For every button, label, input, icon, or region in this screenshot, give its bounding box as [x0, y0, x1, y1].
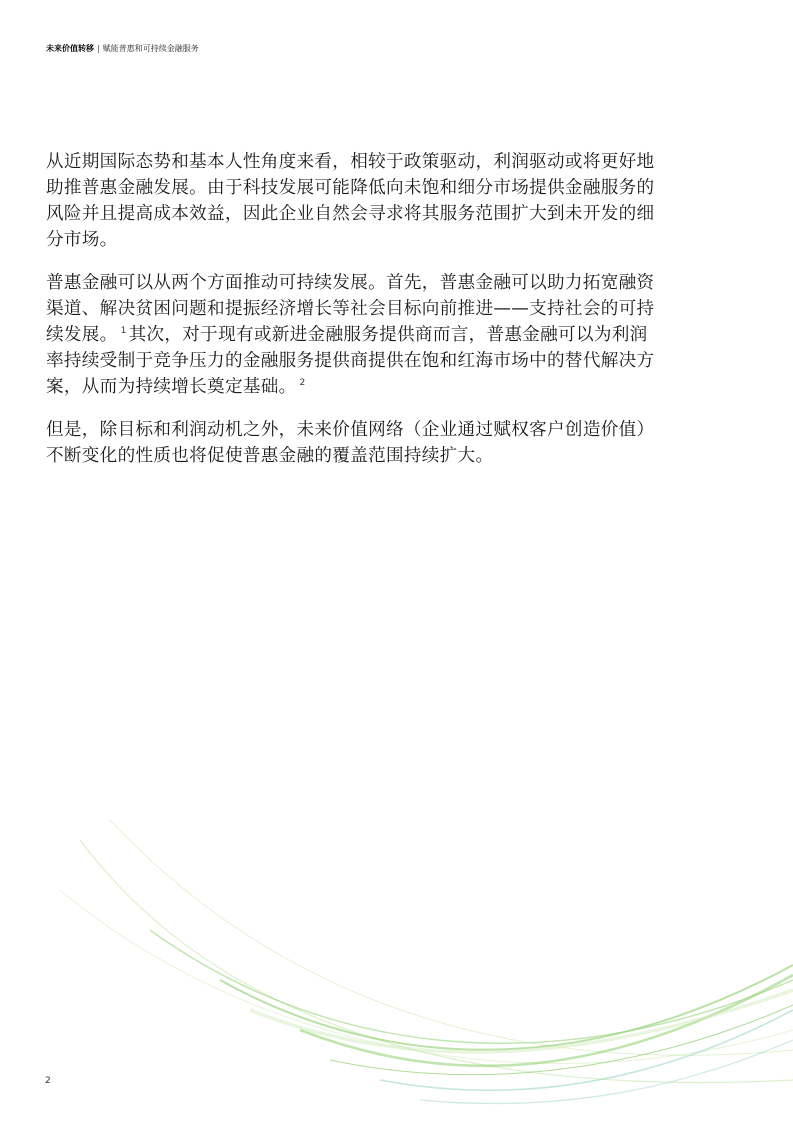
wave-line: [60, 890, 793, 1063]
wave-line: [300, 975, 793, 1066]
wave-line: [150, 930, 793, 1043]
header-section-title: 赋能普惠和可持续金融服务: [102, 44, 199, 53]
body-paragraph: [46, 417, 662, 469]
wave-line: [330, 1005, 793, 1075]
header-separator: |: [97, 44, 100, 53]
paragraph-text: 普惠金融可以从两个方面推动可持续发展。首先，普惠金融可以助力拓宽融资渠道、解决贫困问题和提振经济增长等社会目标向前推进——支持社会的可持续发展。: [46, 273, 655, 345]
footnote-marker[interactable]: 1: [120, 326, 127, 336]
body-paragraph: [46, 149, 662, 253]
header-series-title: 未来价值转移: [46, 44, 94, 53]
paragraph-text: 其次，对于现有或新进金融服务提供商而言，普惠金融可以为利润率持续受制于竞争压力的金融服务提供商提供在饱和红海市场中的替代解决方案，从而为持续增长奠定基础。: [46, 325, 655, 397]
wave-line: [80, 840, 793, 1083]
body-text: [46, 149, 662, 486]
footnote-marker[interactable]: 2: [299, 378, 306, 388]
body-paragraph: [46, 270, 662, 400]
paragraph-text: 从近期国际态势和基本人性角度来看，相较于政策驱动，利润驱动或将更好地助推普惠金融发展。由于科技发展可能降低向未饱和细分市场提供金融服务的风险并且提高成本效益，因此企业自然会寻求将其服务范围扩大到未开发的细分市场。: [46, 152, 655, 250]
running-header: [46, 43, 199, 55]
page-number: 2: [45, 1076, 51, 1086]
decorative-wave-lines: [0, 780, 793, 1122]
paragraph-text: 但是，除目标和利润动机之外，未来价值网络（企业通过赋权客户创造价值）不断变化的性质也将促使普惠金融的覆盖范围持续扩大。: [46, 420, 655, 466]
